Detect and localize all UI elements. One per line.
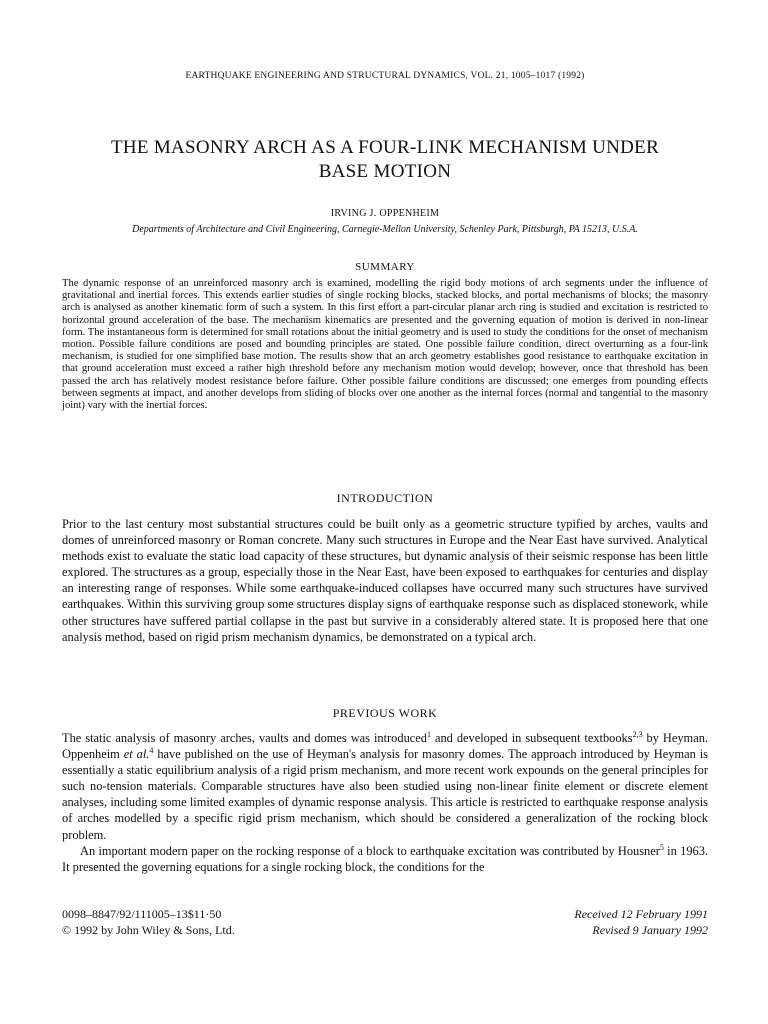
summary-text: The dynamic response of an unreinforced masonry arch is examined, modelling the rigid body motions of arch segments under the influence of gravitational and inertial forces. This extends earlier studies of single rocking blocks, stacked blocks, and portal mechanisms of blocks; the masonry arch is analysed as another kinematic form of such a system. In this first effort a part-circular planar arch ring is studied and excitation is restricted to horizontal ground acceleration of the base. The mechanism kinematics are presented and the governing equation of motion is derived in non-linear form. The instantaneous form is determined for small rotations about the initial geometry and is used to study the conditions for the onset of mechanism motion. Possible failure conditions are posed and bounding principles are stated. One possible failure condition, direct overturning as a four-link mechanism, is studied for one simplified base motion. The results show that an arch geometry establishes good resistance to earthquake excitation in that ground acceleration must exceed a rather high threshold before any mechanism motion would develop; however, once that threshold has been passed the arch has relatively modest resistance before failure. Other possible failure conditions are discussed; one emerges from pounding effects between segments at impact, and another develops from sliding of blocks over one another as the internal forces (normal and tangential to the masonry joint) vary with the inertial forces. [62, 278, 708, 412]
previous-work-paragraph-2 [62, 843, 708, 875]
previous-work-paragraph-1 [62, 730, 708, 843]
copyright-notice: © 1992 by John Wiley & Sons, Ltd. [62, 923, 235, 937]
author-affiliation: Departments of Architecture and Civil Engineering, Carnegie-Mellon University, Schenley Park, Pittsburgh, PA 15213, U.S.A. [132, 224, 638, 235]
footer-right [574, 906, 708, 938]
text-run: by Heyman. Oppenheim [62, 731, 708, 762]
author-name: IRVING J. OPPENHEIM [330, 208, 440, 219]
reference-superscript: 4 [149, 745, 154, 755]
text-run: and developed in subsequent textbooks [430, 731, 633, 745]
revised-date: Revised 9 January 1992 [592, 923, 708, 937]
paper-title [62, 136, 708, 184]
introduction-heading: INTRODUCTION [336, 491, 434, 505]
et-al: et al. [123, 747, 150, 762]
reference-superscript: 2,3 [632, 729, 643, 739]
title-line-2: BASE MOTION [318, 161, 452, 182]
introduction-text: Prior to the last century most substantial structures could be built only as a geometric structure typified by arches, vaults and domes of unreinforced masonry or Roman concrete. Many such structures in Europe and the Near East have survived. Analytical methods exist to evaluate the static load capacity of these structures, but dynamic analysis of their seismic response has been little explored. The structures as a group, especially those in the Near East, have been exposed to earthquakes for centuries and display an interesting range of responses. While some earthquake-induced collapses have occurred many such structures have survived earthquakes. Within this surviving group some structures display signs of earthquake response such as displaced stonework, while other structures have suffered partial collapse in the past but survive in a considerably altered state. It is proposed here that one analysis method, based on rigid prism mechanism dynamics, be demonstrated on a typical arch. [62, 517, 708, 644]
text-run: The static analysis of masonry arches, vaults and domes was introduced [62, 731, 427, 745]
previous-work-heading: PREVIOUS WORK [332, 706, 438, 720]
reference-superscript: 1 [426, 729, 431, 739]
received-date: Received 12 February 1991 [574, 907, 708, 921]
previous-work-text [62, 730, 708, 875]
summary-heading: SUMMARY [355, 261, 415, 273]
footer-left [62, 906, 235, 938]
text-run: have published on the use of Heyman's analysis for masonry domes. The approach introduced by Heyman is essentially a static equilibrium analysis of a rigid prism mechanism, and more recent work expounds on the general principles for such no-tension materials. Comparable structures have also been studied using non-linear finite element or discrete element analyses, including some limited examples of dynamic response analysis. This article is restricted to earthquake response analysis of arches modelled by a specific rigid prism mechanism, which should be considered a generalization of the rocking block problem. [62, 747, 708, 842]
text-run: in 1963. It presented the governing equations for a single rocking block, the conditions for the [62, 843, 709, 874]
journal-header: EARTHQUAKE ENGINEERING AND STRUCTURAL DYNAMICS, VOL. 21, 1005–1017 (1992) [185, 71, 585, 81]
reference-superscript: 5 [659, 842, 664, 852]
title-line-1: THE MASONRY ARCH AS A FOUR-LINK MECHANISM UNDER [110, 137, 660, 158]
article-code: 0098–8847/92/111005–13$11·50 [62, 907, 222, 921]
text-run: An important modern paper on the rocking response of a block to earthquake excitation was contributed by Housner [80, 843, 660, 858]
